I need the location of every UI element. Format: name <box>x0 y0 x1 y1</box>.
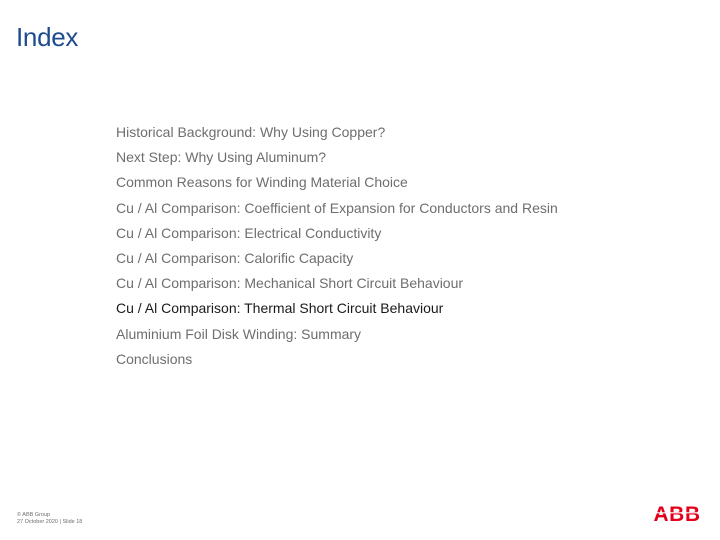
abb-logo-text: ABB <box>653 503 701 523</box>
footer-copyright: © ABB Group <box>17 512 51 518</box>
footer-date-slide-number: 27 October 2020 | Slide 18 <box>17 519 83 525</box>
index-list <box>116 122 558 374</box>
index-item-conclusions[interactable]: Conclusions <box>116 350 193 367</box>
index-item-electrical-conductivity[interactable]: Cu / Al Comparison: Electrical Conductivity <box>116 224 382 241</box>
index-item-coefficient-of-expansion[interactable]: Cu / Al Comparison: Coefficient of Expansion for Conductors and Resin <box>116 199 558 216</box>
index-item-calorific-capacity[interactable]: Cu / Al Comparison: Calorific Capacity <box>116 249 354 266</box>
slide-footer <box>17 512 82 526</box>
index-item-historical-background[interactable]: Historical Background: Why Using Copper? <box>116 124 386 140</box>
index-item-foil-disk-summary[interactable]: Aluminium Foil Disk Winding: Summary <box>116 325 362 342</box>
index-item-thermal-short-circuit[interactable]: Cu / Al Comparison: Thermal Short Circuit Behaviour <box>116 300 444 317</box>
slide-title: Index <box>16 22 79 52</box>
index-item-winding-material-choice[interactable]: Common Reasons for Winding Material Choice <box>116 174 408 191</box>
abb-logo <box>651 503 703 523</box>
index-item-mechanical-short-circuit[interactable]: Cu / Al Comparison: Mechanical Short Circuit Behaviour <box>116 275 464 292</box>
index-item-why-aluminum[interactable]: Next Step: Why Using Aluminum? <box>116 149 327 166</box>
